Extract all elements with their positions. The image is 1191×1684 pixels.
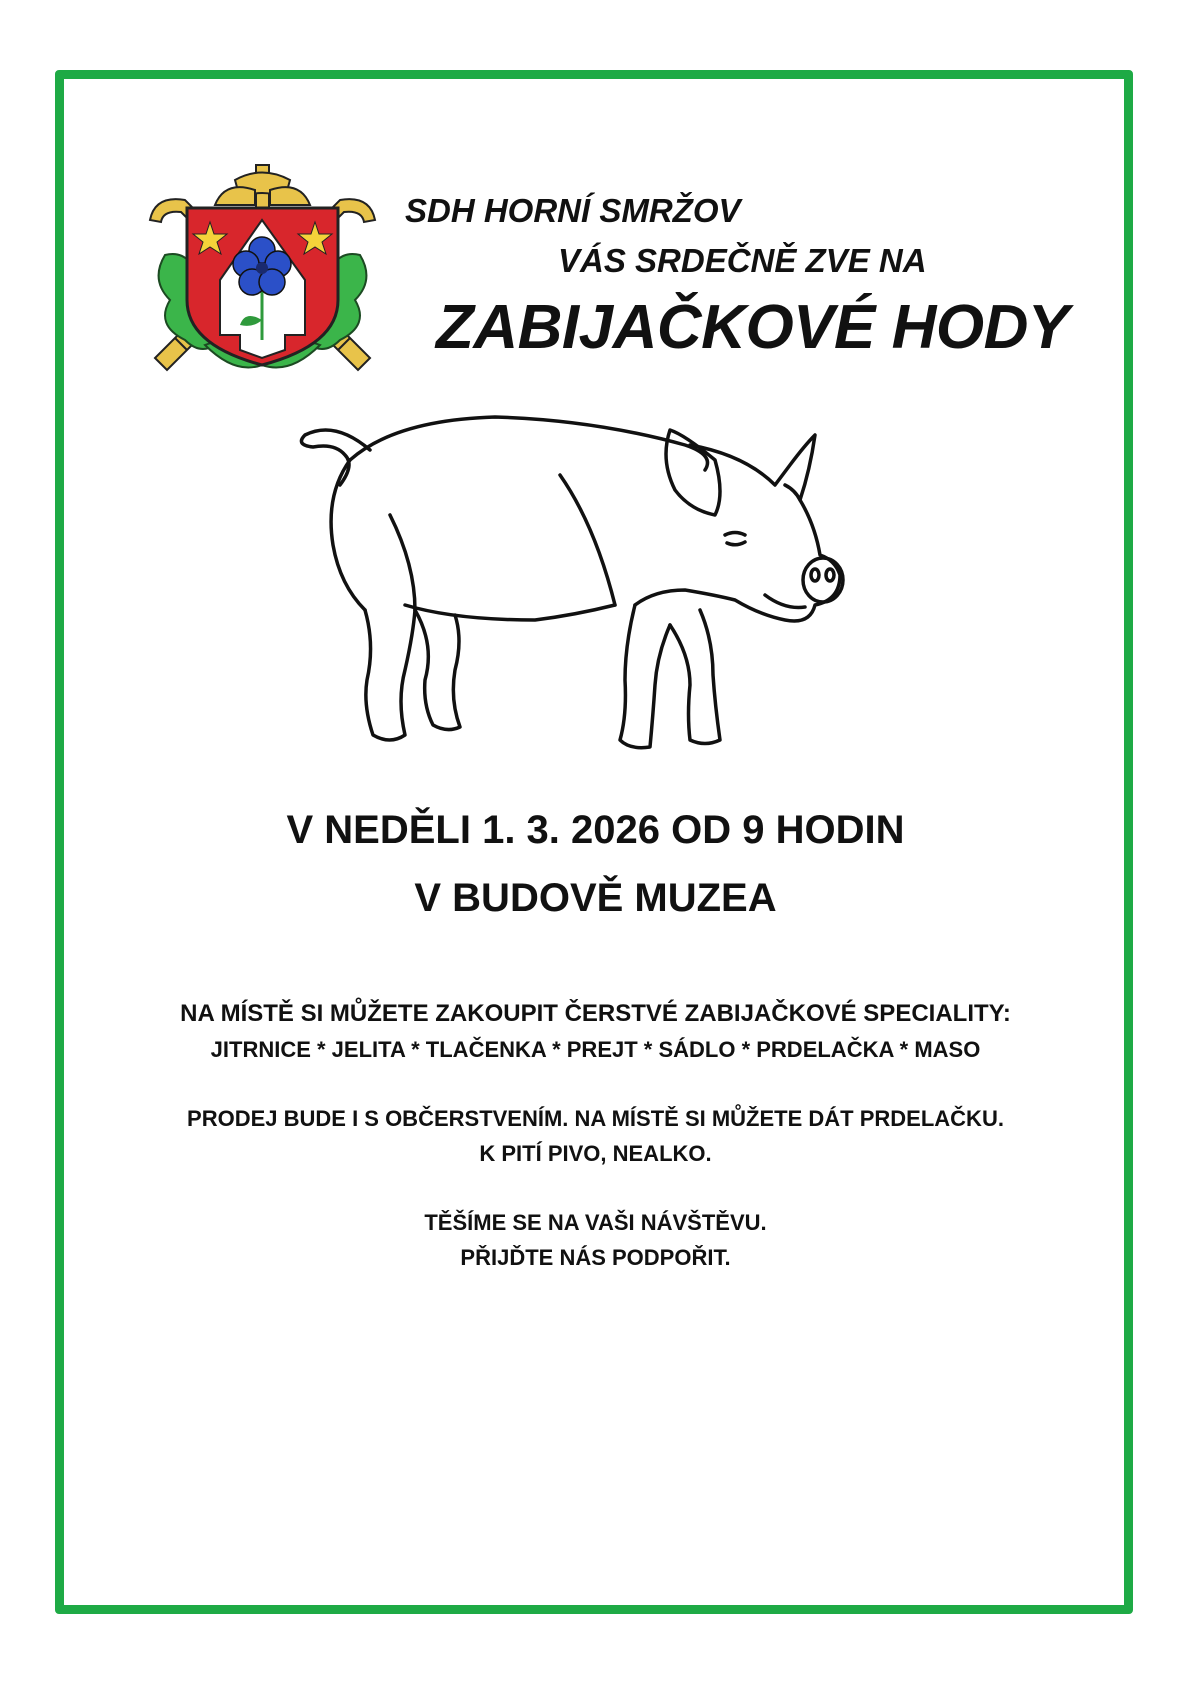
- firefighter-emblem-icon: [145, 160, 380, 390]
- support-line: PŘIJĎTE NÁS PODPOŘIT.: [460, 1245, 731, 1270]
- drinks-info: K PITÍ PIVO, NEALKO.: [479, 1141, 712, 1166]
- pig-illustration-icon: [295, 415, 885, 775]
- organizer-name: SDH HORNÍ SMRŽOV: [405, 192, 741, 229]
- invite-text: VÁS SRDEČNĚ ZVE NA: [558, 242, 927, 279]
- event-title: ZABIJAČKOVÉ HODY: [436, 293, 1069, 362]
- offer-text: NA MÍSTĚ SI MŮŽETE ZAKOUPIT ČERSTVÉ ZABIJAČKOVÉ SPECIALITY:: [180, 1000, 1011, 1027]
- event-date-time: V NEDĚLI 1. 3. 2026 OD 9 HODIN: [286, 808, 905, 852]
- event-location: V BUDOVĚ MUZEA: [414, 876, 777, 920]
- sale-info: PRODEJ BUDE I S OBČERSTVENÍM. NA MÍSTĚ SI MŮŽETE DÁT PRDELAČKU.: [187, 1106, 1004, 1131]
- specialities-list: JITRNICE * JELITA * TLAČENKA * PREJT * SÁDLO * PRDELAČKA * MASO: [210, 1037, 981, 1062]
- closing-line: TĚŠÍME SE NA VAŠI NÁVŠTĚVU.: [424, 1210, 767, 1235]
